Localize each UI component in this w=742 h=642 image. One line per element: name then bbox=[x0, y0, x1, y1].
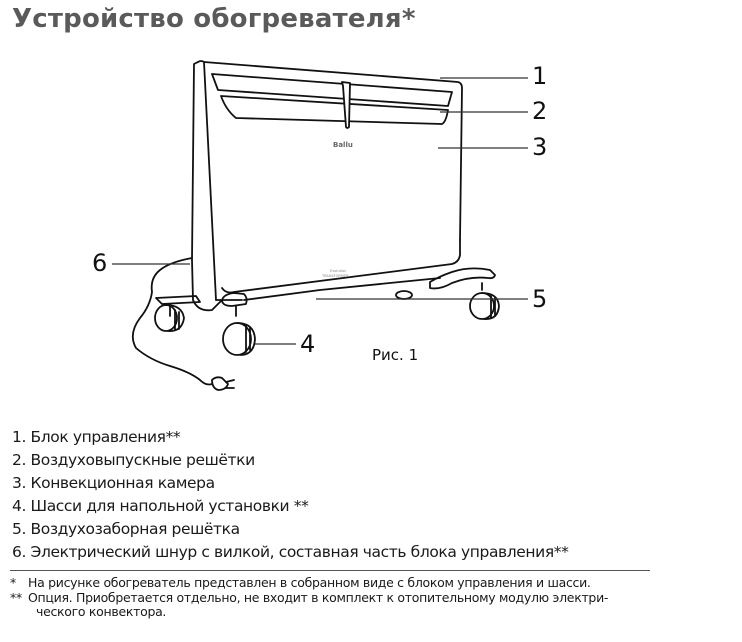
brand-logo: Ballu bbox=[333, 141, 353, 149]
footnotes bbox=[10, 576, 680, 620]
page-title: Устройство обогревателя* bbox=[12, 4, 416, 34]
parts-list bbox=[12, 426, 568, 564]
callout-5: 5 bbox=[532, 285, 548, 313]
svg-text:TRANSFORMER: TRANSFORMER bbox=[322, 274, 349, 278]
footnote-text: Опция. Приобретается отдельно, не входит в комплект к отопительному модулю электри- bbox=[28, 589, 609, 605]
footnote-continuation: ческого конвектора. bbox=[36, 604, 167, 619]
callout-6: 6 bbox=[92, 249, 108, 277]
parts-list-item: 3. Конвекционная камера bbox=[12, 474, 215, 492]
callout-3: 3 bbox=[532, 133, 548, 161]
svg-text:Evolution: Evolution bbox=[330, 269, 347, 273]
parts-list-item: 2. Воздуховыпускные решётки bbox=[12, 451, 255, 469]
parts-list-item: 4. Шасси для напольной установки ** bbox=[12, 497, 309, 515]
parts-list-item: 5. Воздухозаборная решётка bbox=[12, 520, 240, 538]
footnote-1 bbox=[10, 576, 680, 591]
callout-4: 4 bbox=[300, 330, 316, 358]
footnote-text: На рисунке обогреватель представлен в собранном виде с блоком управления и шасси. bbox=[28, 575, 591, 590]
callout-1: 1 bbox=[532, 62, 548, 90]
footnote-mark: ** bbox=[10, 589, 22, 605]
figure-caption: Рис. 1 bbox=[372, 346, 419, 364]
parts-list-item: 6. Электрический шнур с вилкой, составная часть блока управления** bbox=[12, 543, 569, 561]
footnote-divider bbox=[10, 570, 650, 571]
callout-2: 2 bbox=[532, 97, 548, 125]
footnote-mark: * bbox=[10, 575, 16, 590]
parts-list-item: 1. Блок управления** bbox=[12, 428, 181, 446]
footnote-2 bbox=[10, 591, 680, 606]
